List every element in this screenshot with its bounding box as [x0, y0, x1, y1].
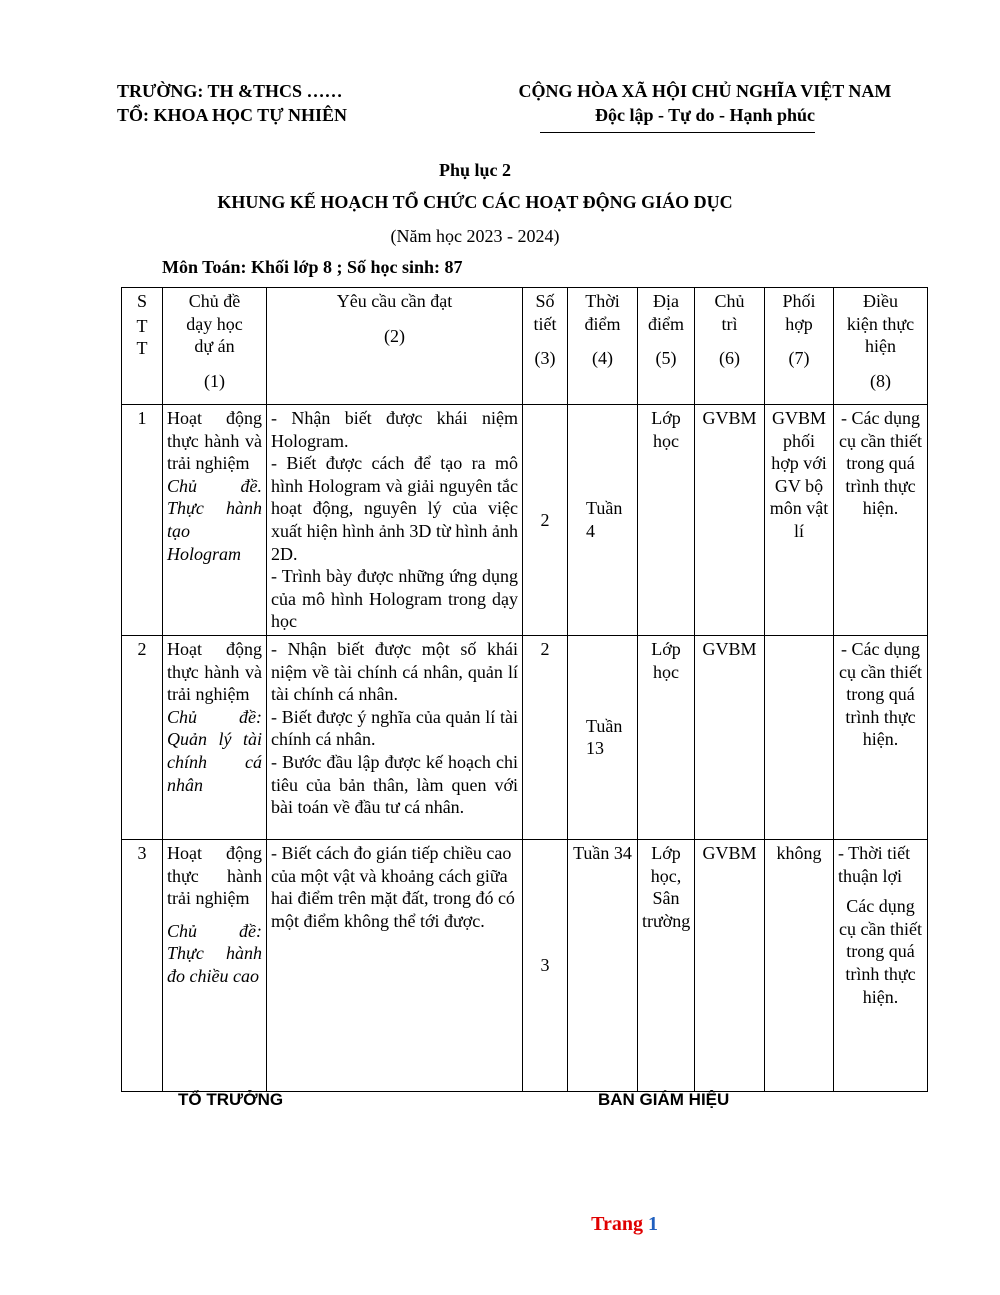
condition-weather: - Thời tiết thuận lợi	[838, 842, 911, 886]
row-conditions: - Các dụng cụ cần thiết trong quá trình thực hiện.	[834, 635, 928, 839]
header-conditions-l3: hiện	[865, 336, 896, 357]
header-conditions-num: (8)	[870, 370, 891, 391]
topic-main: Hoạt động thực hành và trải nghiệm	[167, 408, 262, 474]
table-row	[122, 405, 928, 636]
row-periods: 2	[523, 635, 568, 839]
row-time: Tuần 34	[568, 839, 638, 1091]
header-periods-l2: tiết	[533, 313, 557, 334]
header-lead	[695, 288, 765, 405]
row-coop: GVBM phối hợp với GV bộ môn vật lí	[765, 405, 834, 636]
page-number	[0, 1213, 1000, 1236]
row-conditions: - Các dụng cụ cần thiết trong quá trình thực hiện.	[834, 405, 928, 636]
header-coop-l1: Phối	[782, 291, 816, 311]
requirement-item: - Nhận biết được khái niệm Hologram.	[271, 408, 518, 451]
header-time-num: (4)	[592, 348, 613, 369]
header-periods	[523, 288, 568, 405]
header-periods-num: (3)	[534, 348, 556, 369]
page-label: Trang	[591, 1213, 643, 1235]
row-time: Tuần 13	[568, 635, 638, 839]
row-stt: 3	[122, 839, 163, 1091]
topic-italic: Chủ đề: Quản lý tài chính cá nhân	[167, 706, 262, 795]
header-lead-l2: trì	[721, 313, 738, 334]
row-place: Lớp học	[638, 405, 695, 636]
topic-italic: Chủ đề. Thực hành tạo Hologram	[167, 475, 262, 564]
header-topic-l3: dự án	[194, 336, 235, 357]
header-time-l2: điểm	[584, 313, 621, 334]
header-requirement	[267, 288, 523, 405]
header-coop-l2: hợp	[785, 313, 813, 334]
topic-main: Hoạt động thực hành trải nghiệm	[167, 842, 262, 909]
row-place: Lớp học, Sân trường	[638, 839, 695, 1091]
school-header	[117, 79, 347, 127]
country-name: CỘNG HÒA XÃ HỘI CHỦ NGHĨA VIỆT NAM	[518, 81, 892, 101]
school-year: (Năm học 2023 - 2024)	[390, 226, 560, 246]
row-place: Lớp học	[638, 635, 695, 839]
topic-italic: Chủ đề: Thực hành đo chiều cao	[167, 920, 262, 986]
row-lead: GVBM	[695, 405, 765, 636]
row-periods: 3	[523, 839, 568, 1091]
header-topic	[163, 288, 267, 405]
row-requirements	[267, 405, 523, 636]
header-stt-t1: T	[136, 315, 148, 336]
document-title: KHUNG KẾ HOẠCH TỔ CHỨC CÁC HOẠT ĐỘNG GIÁO DỤC	[217, 192, 733, 212]
row-requirements	[267, 635, 523, 839]
row-lead: GVBM	[695, 839, 765, 1091]
signature-right: BAN GIÁM HIỆU	[598, 1090, 730, 1109]
signature-left: TỔ TRƯỞNG	[178, 1090, 284, 1109]
requirement-item: - Biết được cách để tạo ra mô hình Hologram và giải nguyên tắc hoạt động, nguyên lý của việc xuất hiện hình ảnh 3D từ hình ảnh 2D.	[271, 453, 518, 564]
header-topic-l1: Chủ đề	[188, 291, 241, 311]
requirement-item: - Bước đầu lập được kế hoạch chi tiêu của bản thân, làm quen với bài toán về đầu tư cá nhân.	[271, 751, 518, 818]
requirement-item: - Biết được ý nghĩa của quản lí tài chính cá nhân.	[271, 706, 518, 750]
condition-tools: Các dụng cụ cần thiết trong quá trình thực hiện.	[839, 896, 922, 1007]
header-place-l2: điểm	[648, 313, 684, 334]
table-row	[122, 635, 928, 839]
header-requirement-l1: Yêu cầu cần đạt	[336, 291, 453, 311]
header-place	[638, 288, 695, 405]
subject-line: Môn Toán: Khối lớp 8 ; Số học sinh: 87	[162, 257, 463, 277]
row-topic	[163, 839, 267, 1091]
header-conditions-l2: kiện thực	[846, 313, 915, 334]
row-coop: không	[765, 839, 834, 1091]
header-topic-num: (1)	[204, 370, 225, 391]
row-periods: 2	[523, 405, 568, 636]
header-place-num: (5)	[655, 348, 677, 369]
row-lead: GVBM	[695, 635, 765, 839]
motto-underline	[540, 132, 815, 133]
header-place-l1: Địa	[653, 291, 679, 311]
header-stt	[122, 288, 163, 405]
header-requirement-num: (2)	[384, 325, 405, 346]
header-stt-s: S	[136, 291, 147, 311]
topic-main: Hoạt động thực hành và trải nghiệm	[167, 638, 262, 705]
requirement-item: - Nhận biết được một số khái niệm về tài chính cá nhân, quản lí tài chính cá nhân.	[271, 638, 518, 705]
header-stt-t2: T	[136, 338, 148, 359]
header-time	[568, 288, 638, 405]
page-value: 1	[648, 1213, 658, 1235]
school-name: TRƯỜNG: TH &THCS ……	[117, 81, 343, 101]
header-coop-num: (7)	[788, 348, 810, 369]
header-coop	[765, 288, 834, 405]
plan-table	[121, 287, 928, 1092]
department-name: TỔ: KHOA HỌC TỰ NHIÊN	[117, 105, 348, 125]
requirement-item: - Trình bày được những ứng dụng của mô hình Hologram trong dạy học	[271, 566, 518, 632]
row-time: Tuần 4	[568, 405, 638, 636]
row-stt: 1	[122, 405, 163, 636]
requirement-item: - Biết cách đo gián tiếp chiều cao của một vật và khoảng cách giữa hai điểm trên mặt đất, trong đó có một điểm không thể tới được.	[271, 842, 515, 931]
header-lead-l1: Chủ	[714, 291, 745, 311]
row-topic	[163, 635, 267, 839]
row-conditions	[834, 839, 928, 1091]
header-periods-l1: Số	[535, 291, 555, 311]
header-lead-num: (6)	[719, 348, 740, 369]
row-topic	[163, 405, 267, 636]
row-stt: 2	[122, 635, 163, 839]
table-row	[122, 839, 928, 1091]
appendix-label: Phụ lục 2	[438, 160, 512, 180]
national-header	[500, 79, 910, 127]
header-time-l1: Thời	[585, 291, 620, 311]
header-topic-l2: dạy học	[186, 313, 243, 334]
row-requirements	[267, 839, 523, 1091]
header-conditions	[834, 288, 928, 405]
header-conditions-l1: Điều	[863, 291, 898, 311]
row-coop	[765, 635, 834, 839]
table-header-row	[122, 288, 928, 405]
motto: Độc lập - Tự do - Hạnh phúc	[594, 105, 816, 125]
